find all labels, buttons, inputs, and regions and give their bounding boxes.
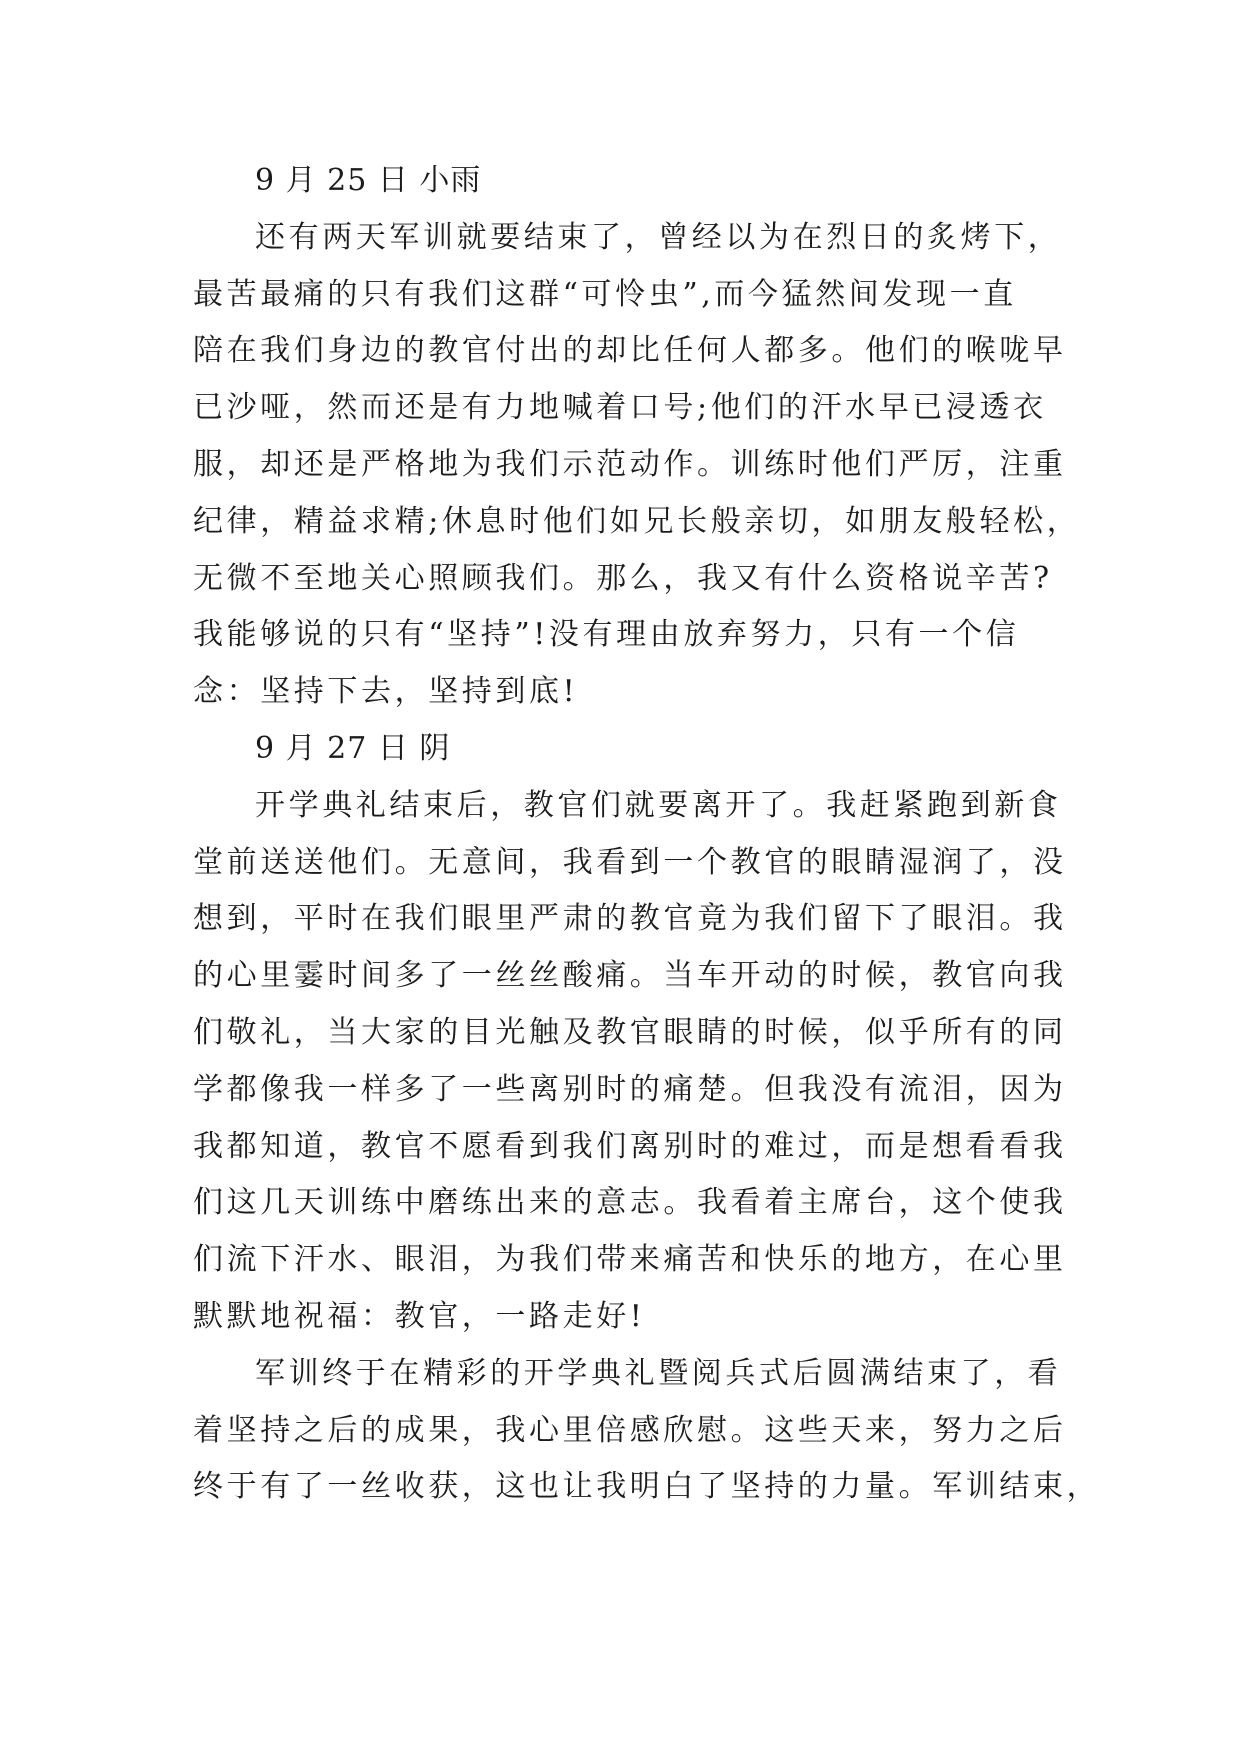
paragraph-line: 们流下汗水、眼泪，为我们带来痛苦和快乐的地方，在心里: [193, 1242, 1067, 1278]
paragraph-line: 学都像我一样多了一些离别时的痛楚。但我没有流泪，因为: [193, 1071, 1067, 1107]
paragraph-line: 开学典礼结束后，教官们就要离开了。我赶紧跑到新食: [255, 787, 1062, 823]
document-body: [193, 153, 1101, 1516]
paragraph-line: 的心里霎时间多了一丝丝酸痛。当车开动的时候，教官向我: [193, 958, 1067, 994]
paragraph-line: 还有两天军训就要结束了，曾经以为在烈日的炙烤下，: [255, 219, 1062, 255]
date-heading: 9 月 25 日 小雨: [255, 163, 482, 198]
paragraph-line: 陪在我们身边的教官付出的却比任何人都多。他们的喉咙早: [193, 333, 1067, 369]
paragraph-line: 们敬礼，当大家的目光触及教官眼睛的时候，似乎所有的同: [193, 1014, 1067, 1050]
paragraph-line: 们这几天训练中磨练出来的意志。我看着主席台，这个使我: [193, 1185, 1067, 1221]
date-heading: 9 月 27 日 阴: [255, 730, 451, 766]
paragraph-line: 我都知道，教官不愿看到我们离别时的难过，而是想看看我: [193, 1128, 1067, 1164]
paragraph-line: 最苦最痛的只有我们这群“可怜虫”,而今猛然间发现一直: [193, 276, 1017, 312]
paragraph-line: 无微不至地关心照顾我们。那么，我又有什么资格说辛苦?: [193, 560, 1053, 596]
paragraph-line: 想到，平时在我们眼里严肃的教官竟为我们留下了眼泪。我: [193, 901, 1067, 937]
paragraph-line: 我能够说的只有“坚持”!没有理由放弃努力，只有一个信: [193, 617, 1020, 653]
paragraph-line: 着坚持之后的成果，我心里倍感欣慰。这些天来，努力之后: [193, 1412, 1067, 1448]
paragraph-line: 已沙哑，然而还是有力地喊着口号;他们的汗水早已浸透衣: [193, 390, 1047, 426]
paragraph-line: 默默地祝福：教官，一路走好!: [193, 1298, 646, 1334]
paragraph-line: 堂前送送他们。无意间，我看到一个教官的眼睛湿润了，没: [193, 844, 1067, 880]
paragraph-line: 终于有了一丝收获，这也让我明白了坚持的力量。军训结束，: [193, 1469, 1101, 1505]
paragraph-line: 念：坚持下去，坚持到底!: [193, 674, 579, 710]
paragraph-line: 军训终于在精彩的开学典礼暨阅兵式后圆满结束了，看: [255, 1355, 1062, 1391]
paragraph-line: 纪律，精益求精;休息时他们如兄长般亲切，如朋友般轻松，: [193, 503, 1081, 539]
paragraph-line: 服，却还是严格地为我们示范动作。训练时他们严厉，注重: [193, 446, 1067, 482]
